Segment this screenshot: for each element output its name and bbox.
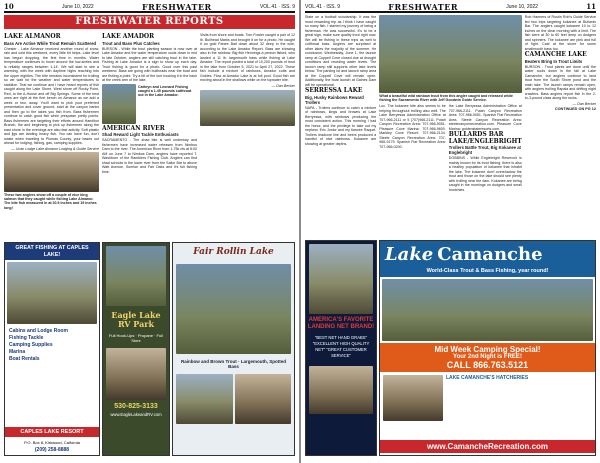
issue-date: June 10, 2022 (506, 3, 538, 10)
article-amador-continued (200, 33, 295, 238)
article-columns (4, 33, 295, 238)
article-column-wide (379, 15, 522, 235)
ad-landing-net[interactable] (305, 240, 377, 456)
article-lake-almanor (4, 33, 99, 238)
article-subhead: Beaters Bring In Trout Limits (524, 58, 583, 64)
article-body: Loc. The kokanee bite also seems to be helping throughout trolling also well. The Lake Berryessa Administration Office at 707-966-2111 or 5 (707)966-2111. Putah Canyon Recreation Area: 707-966-9051. Pleasure Cove Marina: 707-966-9600. Markley Cove Resort: 707-966-2134. Steele Canyon Recreation Area: 707-966-9179. Spanish Flat Recreation Area: 707-966-0200. (379, 104, 446, 149)
article-subhead: Big, Husky Rainbows Reward Trollers (305, 94, 364, 105)
continued-link[interactable]: CONTINUED ON PG 12 (554, 107, 596, 111)
ad-photo (235, 374, 292, 424)
article-body: State on a football scholarship. It was the most rewarding trip as I think I have caught so many fish. I started my journey of being a fisherman. He was successful. It's to be a great sign, make sure quality trout right now. We will be fishing in these trips as well to cutthroat bass. Anglers are surprised at other lakes the majority of the summer. He conclusion. Wednesday, June 1, the launch ramp at Coppell Cove closed due at drought conditions and receding water levels. The launch ramp still supports other lake levels below. The parking lot and launch ramp area at the Coppell Cove will remain open. Additionally, the boat launch at Gaines Dam will be operational. (305, 15, 377, 87)
ad-photo (176, 264, 291, 354)
ad-subhead: Full Hook-Ups · Propane · Full Store (108, 333, 164, 343)
masthead: FRESHWATER (388, 1, 458, 12)
page-number: 10 (4, 2, 14, 11)
page-header-strip (0, 2, 299, 11)
ad-photo (176, 374, 233, 424)
article-body: Chester - Lake Almanor received another round of snow, rain and cold this weekend, every little bit helps. Lake level has begun dropping, the first time in months. Water temperature continues to hover around the low-sixties and is reliably ranges between 1-14'. We will start to see a warming, with the week with daytime highs reaching into the upper eighties. The bite remains inconsistent for trolling so we wait for the weather and water temperatures to stabilize. That we continue and I have heard reports of fish caught along the Lake Shore, West shore off Rocky Point, Red, to the A-House and off Big Springs. Some of the best ones are right at the first bench on Almanor as we add a week or two, away. You'll want to pick your preferred presentation and cover ground, start at the canyon banks and then go to the lakes you fish from. Bass fishermen continue to catch good fish while prespawn pretty points. Bass fishermen are targeting their efforts around Hamilton Branch, the and beginning to pick up fishermen along the east shore in the evenings are also fast activity. Soft plastic and jigs are landing heavy fish. You can have fun, don't waste when traveling to Plumas County, your bases out ahead for lodging, fishing, gas, camping supplies. (4, 46, 99, 145)
photo-caption: Cathryn and Leonard Fishing caught a 1.45 pounds cutthroat out in the Lake Amador. (138, 84, 192, 97)
amenity-item: Camping Supplies (9, 342, 53, 348)
ad-headline: Fair Rollin Lake (193, 247, 274, 257)
article-column (525, 15, 596, 235)
ad-photo (309, 366, 373, 414)
article-subhead: Trollers Battle Trout, Big Kokanee at Englebright (448, 145, 521, 156)
ad-headline: AMERICA'S FAVORITE (308, 317, 374, 323)
section-banner: FRESHWATER REPORTS (4, 15, 295, 29)
article-body: the Lake Berryessa Administration Office at 707-966-2111. Putah Canyon Recreation Area: 707-966-9051. Spanish Flat Recreation Area. Steele Canyon Recreation Area: steelecanyonrecreation.com. Pleasure Cove Marina: goldenstateresorts.com. (448, 104, 522, 131)
ad-special: Mid Week Camping Special! (434, 345, 541, 354)
volume-issue: VOL.41 · ISS. 9 (259, 3, 295, 10)
ad-photo (106, 246, 166, 306)
volume-issue: VOL.41 · ISS. 9 (305, 3, 341, 10)
ad-headline: LANDING NET BRAND! (307, 324, 375, 330)
article-columns (305, 15, 596, 235)
article-body: BURSON - Trout plants are done until the water cools down in the fall at Lake Camanche, but anglers continue to land trout from the South Shore pond and the main lake. The launch ramps remain open, with anglers trolling Rapala and drifting night crawlers. Bass anglers report fish in the 2-to-3-pound class along the rocks. (524, 64, 596, 100)
article-photo (102, 84, 136, 124)
ad-website[interactable]: www.CamancheRecreation.com (380, 440, 595, 453)
article-headline: LAKE AMADOR (102, 33, 155, 40)
article-column (305, 15, 376, 235)
ad-brand: Lake (385, 244, 434, 265)
issue-date: June 10, 2022 (62, 3, 94, 10)
ad-headline: GREAT FISHING AT CAPLES LAKE! (5, 243, 99, 260)
article-subcolumn (379, 104, 446, 193)
amenity-item: Cabins and Lodge Room (9, 328, 68, 334)
masthead: FRESHWATER (141, 1, 212, 12)
ad-photo (383, 375, 443, 421)
article-credit: — Dan Becker (271, 83, 295, 88)
article-subhead: Shad Reward Light Tackle Enthusiasts (102, 132, 179, 137)
ad-fair-rollin[interactable] (172, 242, 295, 456)
article-body: NAPA - Trollers continue to catch a mixture of rainbows, kings and browns at Lake Berryessa, with rainbows producing the most consistent action. This morning I had the honor, and the privilege to take out my nephew, Eric Junior and my fiancée Raquel. Trollers leadcore line and beers produced a handful of nice rainbows. Kokanee are showing at greater depths. (305, 105, 377, 146)
ad-phone[interactable]: CALL 866.763.5121 (446, 360, 529, 370)
ad-eagle-lake[interactable] (102, 242, 170, 456)
ad-website[interactable]: www.EagleLakeandRV.com (110, 412, 162, 417)
ad-lake-camanche[interactable] (379, 240, 596, 456)
article-credit: — Dan Becker (572, 101, 596, 106)
ad-quote: "BEST NET HAND GRABS" "EXCELLENT HIGH QUALITY NET" "GREAT CUSTOMER SERVICE" (312, 335, 370, 358)
article-photo (4, 152, 99, 192)
article-subhead: Trout and Bass Plus Catches (102, 40, 160, 46)
article-headline: LAKE ALMANOR (4, 33, 61, 40)
photo-caption: What a beautiful wild rainbow trout from this angler caught and released while fishing the Sacramento River with Jeff Goodwin Guide Service. (379, 94, 513, 103)
ad-brand: Camanche (437, 244, 543, 265)
article-headline: BULLARDS BAR LAKE/ENGLEBRIGHT (448, 131, 522, 145)
ad-photo (7, 262, 97, 324)
article-body: Visits from shore and boats. Tom Fowler caught a pair of 12 lb. Bullhead Marks and brought it on for a photo. He caught it on gold Panee Bait down about 32 deep in the wire, according to the Lake Amador Report. Bass are showing also in the rainbow. Big fish Hennings a person fished, who landed a 11 lb. largemouth bass while fishing at Lake Amador. The report posted a total of 10,200 pounds of trout in the lake from October 5, 2021 to April 27, 2022. These fish include a mixture of rainbows, Amador cutts and Gobies. Flow at Amador Lake is at full pool. Good fish are moving about in the shallows while on the topwater bite. (200, 33, 295, 82)
article-headline: AMERICAN RIVER (102, 124, 165, 132)
ad-photo (106, 348, 166, 400)
ad-amenity-list (5, 326, 99, 365)
article-photo (200, 90, 295, 126)
ad-phone[interactable]: (209) 258-8888 (34, 447, 70, 453)
right-page (301, 0, 600, 463)
article-subcolumn (449, 104, 522, 193)
ad-subhead: Rainbow and Brown Trout · Largemouth, Spotted Bass (181, 359, 286, 369)
amenity-item: Fishing Tackle (9, 335, 44, 341)
photo-caption: These two anglers show off a couple of nice king salmon that they caught while fishing Lake Almanor. The bite fish measured in at 20.5 inches and 19 inches long! (4, 193, 97, 210)
amenity-item: Boat Rentals (9, 356, 40, 362)
amenity-item: Marina (9, 349, 26, 355)
page-header-strip (301, 2, 600, 11)
article-photo (379, 15, 522, 93)
ad-caples-lake[interactable] (4, 242, 100, 456)
article-headline: CAMANCHE LAKE (524, 51, 587, 58)
article-subhead: Bass Are Active While Trout Remain Scattered (4, 40, 97, 46)
ad-hatchery: LAKE CAMANCHE'S HATCHERIES (446, 375, 529, 381)
article-headline: SERRESSA LAKE (305, 87, 363, 94)
ad-photo (382, 279, 593, 341)
article-body: SACRAMENTO - The shad bite is well underway and fishermen have increased water releases from Nimbus Dam to the river. The American River from 1.75k cfs at 8:00 AM on June 7 to Nimbus Dam, anglers have reported T. Washburn of the Ramblers Fishing Club. Anglers can find shad schools in the lower river from the Sailor Bar to above Watt Avenue, Sunrise and Fair Oaks and it's full fishing time. (102, 138, 197, 174)
page-number: 11 (586, 2, 596, 11)
left-page (0, 0, 299, 463)
ad-tagline: World-Class Trout & Bass Fishing, year round! (380, 268, 595, 277)
ad-resort-name: CAPLES LAKE RESORT (5, 427, 99, 437)
ad-photo (309, 244, 373, 314)
article-lake-amador (102, 33, 197, 238)
ad-phone[interactable]: 530-825-3133 (114, 403, 158, 410)
article-credit: — Ucan Lodge Lake Almanor Lodging & Guide Service (11, 146, 99, 151)
ad-headline: Eagle Lake RV Park (111, 310, 161, 329)
ad-special-sub: Your 2nd Night is FREE! (453, 354, 522, 360)
article-body: DOBBINS - While Englebright Reservoir is mainly known for its trout fishing, there is also a healthy population of kokanee that inhabit the lake. The kokanee don't overshadow the trout and those on the lake should see plenty with trolling near the dam. Kokanee are being caught in the mornings on dodgers and small hootchies. (448, 156, 522, 192)
ad-address: P.O. Box 8, Kirkwood, Caifornia (24, 440, 80, 445)
article-body: Rob Hanners of Rustin Rob's Guide Service led two trips targeting kokanee at Bullards Bar. The anglers caught kokanee 10 to 12 inches on the clear morning with a limit. The fish were at 30 to 60 feet deep on dodgers and spinners. The kokanee are pink and full of fight. Cast at the shore for some smallmouth bass too. (524, 15, 596, 51)
article-body: BURSON - While the trout planting season is now over at Lake Amador and the water temperature cools down in mid to late October, anglers are still catching trout in the lake. Fishing at Lake Amador is a sign to show up each day. Trout fishing is good for a photo. Good over this past weekend. Bass are going with bullheads near the boat and are fishing a point. Try a bit of the lure hooking it in the back at the creek arm of the lake. (102, 46, 197, 82)
